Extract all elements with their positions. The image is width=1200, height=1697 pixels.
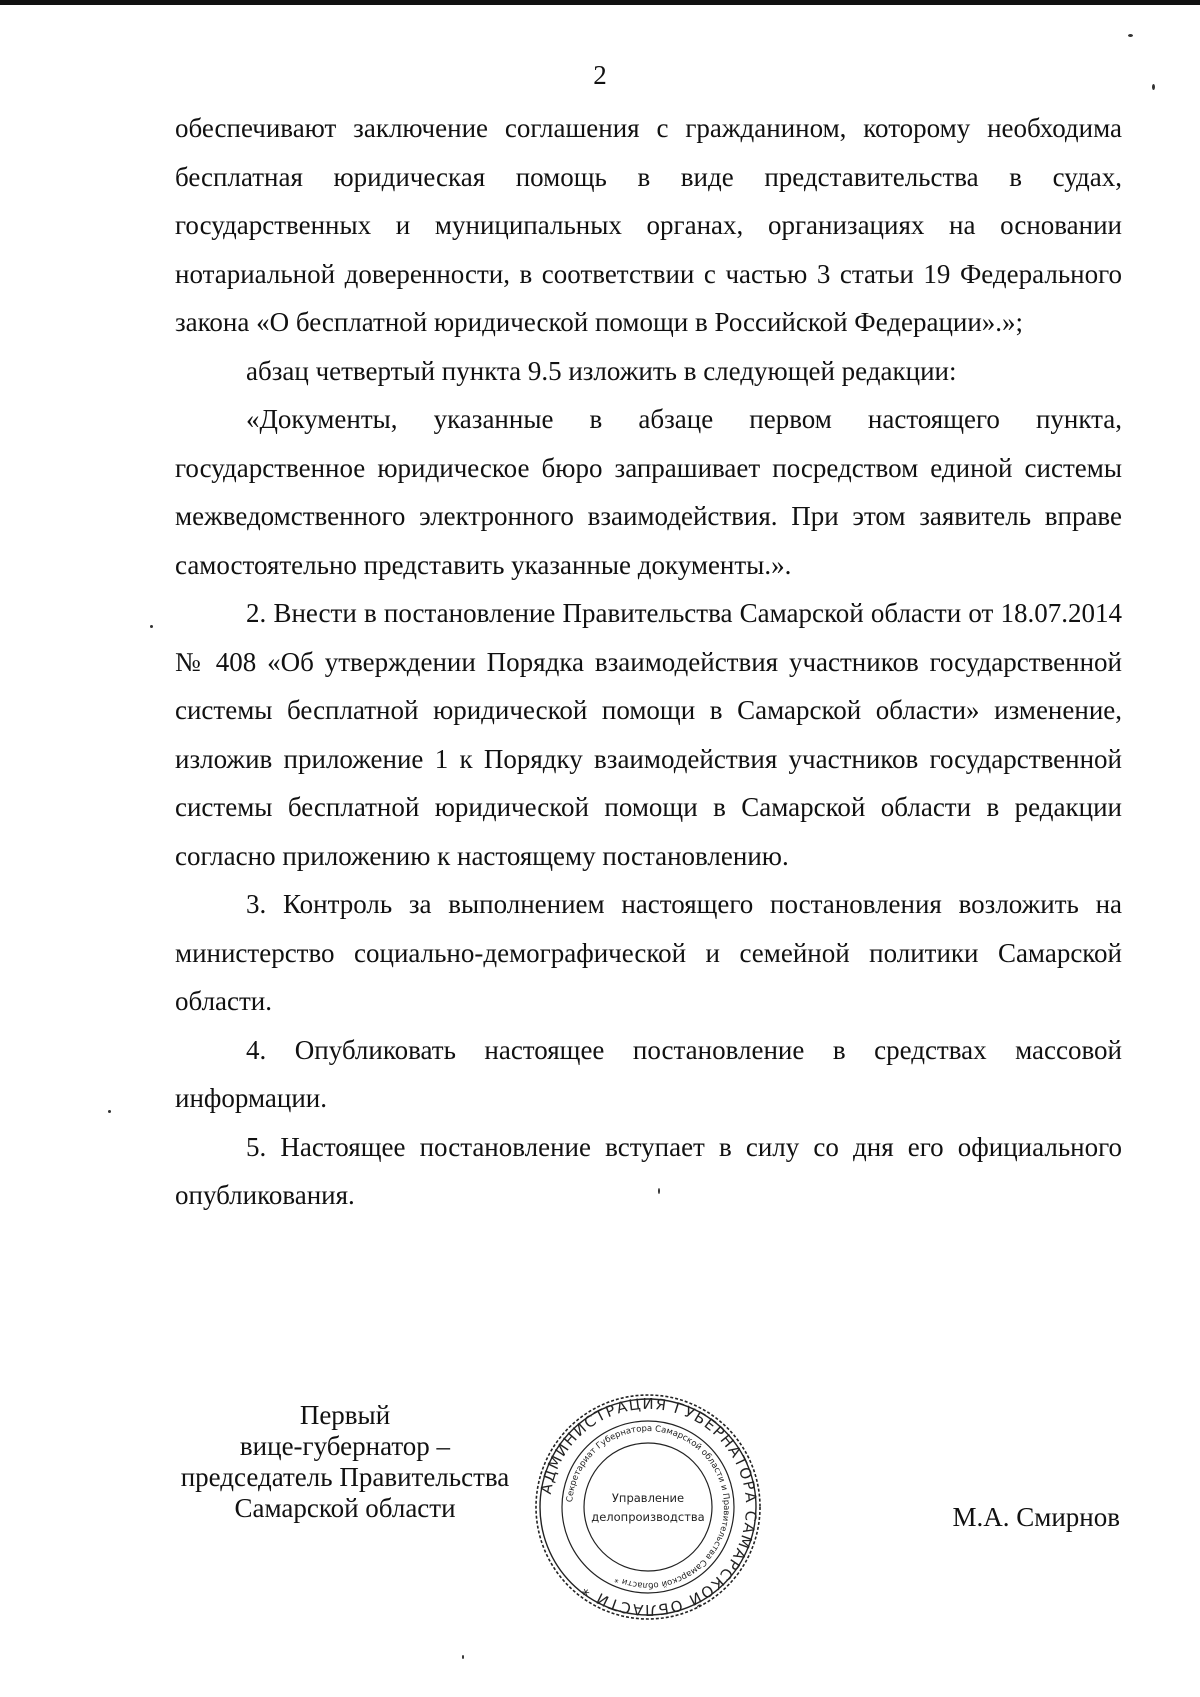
official-stamp xyxy=(533,1392,763,1622)
scan-speck xyxy=(150,625,153,628)
signatory-title-line: вице-губернатор – xyxy=(239,1431,451,1461)
document-body xyxy=(175,104,1122,1220)
scan-speck xyxy=(1152,84,1155,90)
paragraph-item-4: 4. Опубликовать настоящее постановление в средствах массовой информации. xyxy=(175,1034,1122,1113)
signatory-title-line: Первый xyxy=(299,1400,391,1430)
stamp-outer-text: АДМИНИСТРАЦИЯ ГУБЕРНАТОРА САМАРСКОЙ ОБЛАСТИ * xyxy=(536,1394,761,1620)
paragraph-amendment-text: «Документы, указанные в абзаце первом настоящего пункта, государственное юридическое бюро запрашивает посредством единой системы межведомственного электронного взаимодействия. При этом заявитель вправе самостоятельно представить указанные документы.». xyxy=(175,404,1122,580)
scan-top-edge xyxy=(0,0,1200,5)
paragraph-amendment-intro: абзац четвертый пункта 9.5 изложить в следующей редакции: xyxy=(246,355,957,386)
signatory-title-line: председатель Правительства xyxy=(180,1462,510,1492)
scan-speck xyxy=(108,1110,111,1113)
signatory-title xyxy=(160,1400,530,1524)
paragraph-continuation: обеспечивают заключение соглашения с гражданином, которому необходима бесплатная юридическая помощь в виде представительства в судах, государственных и муниципальных органах, организациях на основании нотариальной доверенности, в соответствии с частью 3 статьи 19 Федерального закона «О бесплатной юридической помощи в Российской Федерации».»; xyxy=(175,113,1122,337)
stamp-center-line: делопроизводства xyxy=(591,1510,705,1524)
paragraph-item-5: 5. Настоящее постановление вступает в силу со дня его официального опубликования. xyxy=(175,1131,1122,1210)
paragraph-item-2: 2. Внести в постановление Правительства Самарской области от 18.07.2014 № 408 «Об утверждении Порядка взаимодействия участников государственной системы бесплатной юридической помощи в Самарской области» изменение, изложив приложение 1 к Порядку взаимодействия участников государственной системы бесплатной юридической помощи в Самарской области в редакции согласно приложению к настоящему постановлению. xyxy=(175,598,1122,871)
signatory-name: М.А. Смирнов xyxy=(952,1502,1120,1532)
page-number: 2 xyxy=(593,60,607,90)
paragraph-item-3: 3. Контроль за выполнением настоящего постановления возложить на министерство социально-демографической и семейной политики Самарской области. xyxy=(175,889,1122,1016)
scan-speck xyxy=(462,1655,464,1659)
signatory-title-line: Самарской области xyxy=(234,1493,456,1523)
stamp-inner-text: Секретариат Губернатора Самарской области и Правительства Самарской области * xyxy=(565,1423,732,1591)
scan-speck xyxy=(1128,34,1133,37)
stamp-center-line: Управление xyxy=(611,1491,685,1505)
scan-speck xyxy=(658,1188,660,1194)
